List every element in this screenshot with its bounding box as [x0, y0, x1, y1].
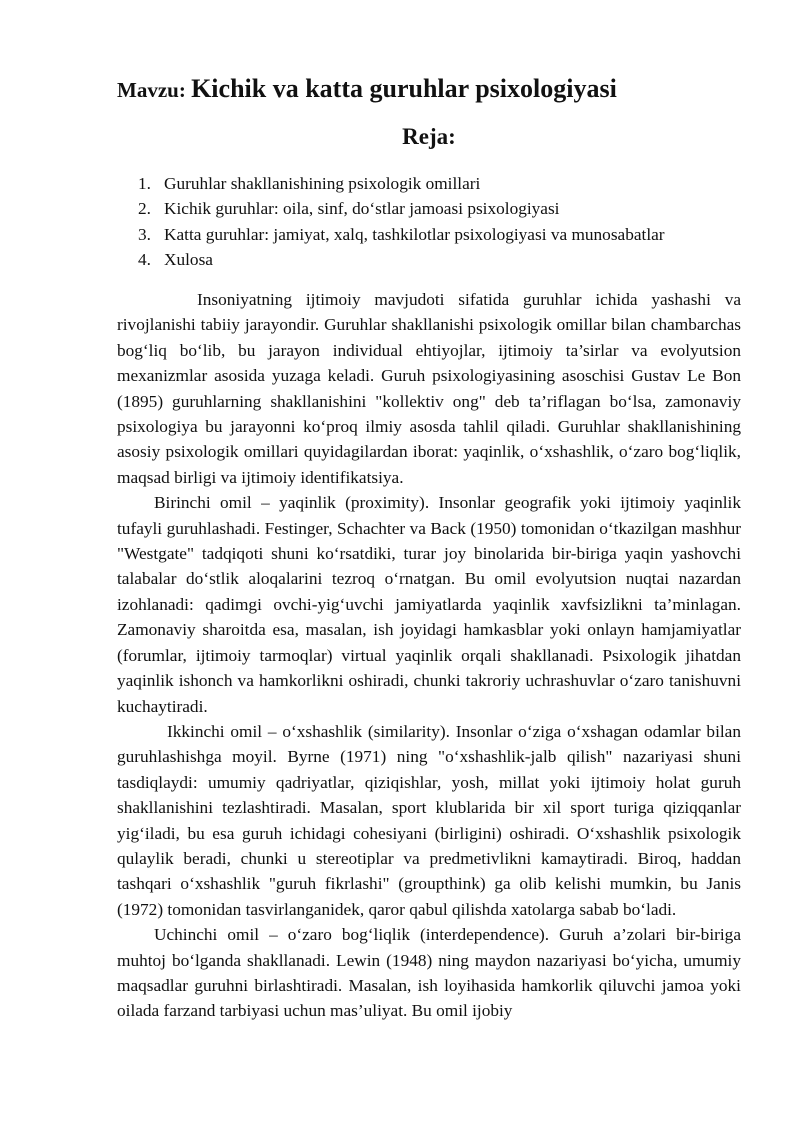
title-main: Kichik va katta guruhlar psixologiyasi: [191, 74, 617, 103]
plan-item-number: 2.: [138, 199, 151, 219]
plan-item: [138, 171, 665, 196]
plan-list: [138, 171, 665, 273]
paragraph-similarity: Ikkinchi omil – o‘xshashlik (similarity). Insonlar o‘ziga o‘xshagan odamlar bilan guruhlashishga moyil. Byrne (1971) ning "o‘xshashlik-jalb qilish" nazariyasi shuni tasdiqlaydi: umumiy qadriyatlar, qiziqishlar, yosh, millat yoki ijtimoiy holat guruh shakllanishini tezlashtiradi. Masalan, sport klublarida bir xil sport turiga qiziqqanlar yig‘iladi, bu esa guruh ichidagi cohesiyani (birligini) oshiradi. O‘xshashlik psixologik qulaylik beradi, chunki u stereotiplar va predmetivlikni kamaytiradi. Biroq, haddan tashqari o‘xshashlik "guruh fikrlashi" (groupthink) ga olib kelishi mumkin, bu Janis (1972) tomonidan tasvirlanganidek, qaror qabul qilishda xatolarga sabab bo‘ladi.: [117, 721, 741, 919]
page-title: [117, 74, 741, 104]
plan-item: [138, 196, 665, 221]
paragraph-intro: Insoniyatning ijtimoiy mavjudoti sifatida guruhlar ichida yashashi va rivojlanishi tabiiy jarayondir. Guruhlar shakllanishi psixologik omillar bilan chambarchas bog‘liq bo‘lib, bu jarayon individual ehtiyojlar, ijtimoiy ta’sirlar va evolyutsion mexanizmlar asosida yuzaga keladi. Guruh psixologiyasining asoschisi Gustav Le Bon (1895) guruhlarning shakllanishini "kollektiv ong" deb ta’riflagan bo‘lsa, zamonaviy psixologiya bu jarayonni ko‘proq ilmiy asosda tahlil qiladi. Guruhlar shakllanishining asosiy psixologik omillari quyidagilardan iborat: yaqinlik, o‘xshashlik, o‘zaro bog‘liqlik, maqsad birligi va ijtimoiy identifikatsiya.: [117, 290, 741, 487]
plan-item-number: 1.: [138, 174, 151, 193]
paragraph-interdependence: Uchinchi omil – o‘zaro bog‘liqlik (interdependence). Guruh a’zolari bir-biriga muhtoj bo‘lganda shakllanadi. Lewin (1948) ning maydon nazariyasi bo‘yicha, umumiy maqsadlar guruhni birlashtiradi. Masalan, ish loyihasida hamkorlik qiluvchi jamoa yoki oilada farzand tarbiyasi uchun mas’uliyat. Bu omil ijobiy: [117, 925, 741, 1021]
plan-item-number: 4.: [138, 250, 151, 270]
plan-item: [138, 222, 665, 247]
plan-item-text: Xulosa: [164, 250, 213, 270]
plan-item: [138, 247, 665, 272]
body-text: [117, 287, 741, 1024]
plan-item-text: Katta guruhlar: jamiyat, xalq, tashkilotlar psixologiyasi va munosabatlar: [164, 224, 665, 244]
plan-item-text: Kichik guruhlar: oila, sinf, do‘stlar jamoasi psixologiyasi: [164, 199, 560, 219]
title-prefix: Mavzu:: [117, 78, 192, 102]
paragraph-proximity: Birinchi omil – yaqinlik (proximity). Insonlar geografik yoki ijtimoiy yaqinlik tufayli guruhlashadi. Festinger, Schachter va Back (1950) tomonidan o‘tkazilgan mashhur "Westgate" tadqiqoti shuni ko‘rsatdiki, turar joy binolarida bir-biriga yaqin yashovchi talabalar do‘stlik aloqalarini tezroq o‘rnatgan. Bu omil evolyutsion nuqtai nazardan izohlanadi: qadimgi ovchi-yig‘uvchi jamiyatlarda yaqinlik xavfsizlikni ta’minlagan. Zamonaviy sharoitda esa, masalan, ish joyidagi hamkasblar yoki onlayn hamjamiyatlar (forumlar, ijtimoiy tarmoqlar) virtual yaqinlik orqali shakllanadi. Psixologik jihatdan yaqinlik ishonch va hamkorlikni oshiradi, chunki takroriy uchrashuvlar o‘zaro tanishuvni kuchaytiradi.: [117, 493, 741, 716]
plan-heading: Reja:: [402, 124, 456, 149]
plan-item-number: 3.: [138, 224, 151, 244]
plan-item-text: Guruhlar shakllanishining psixologik omillari: [164, 174, 481, 193]
